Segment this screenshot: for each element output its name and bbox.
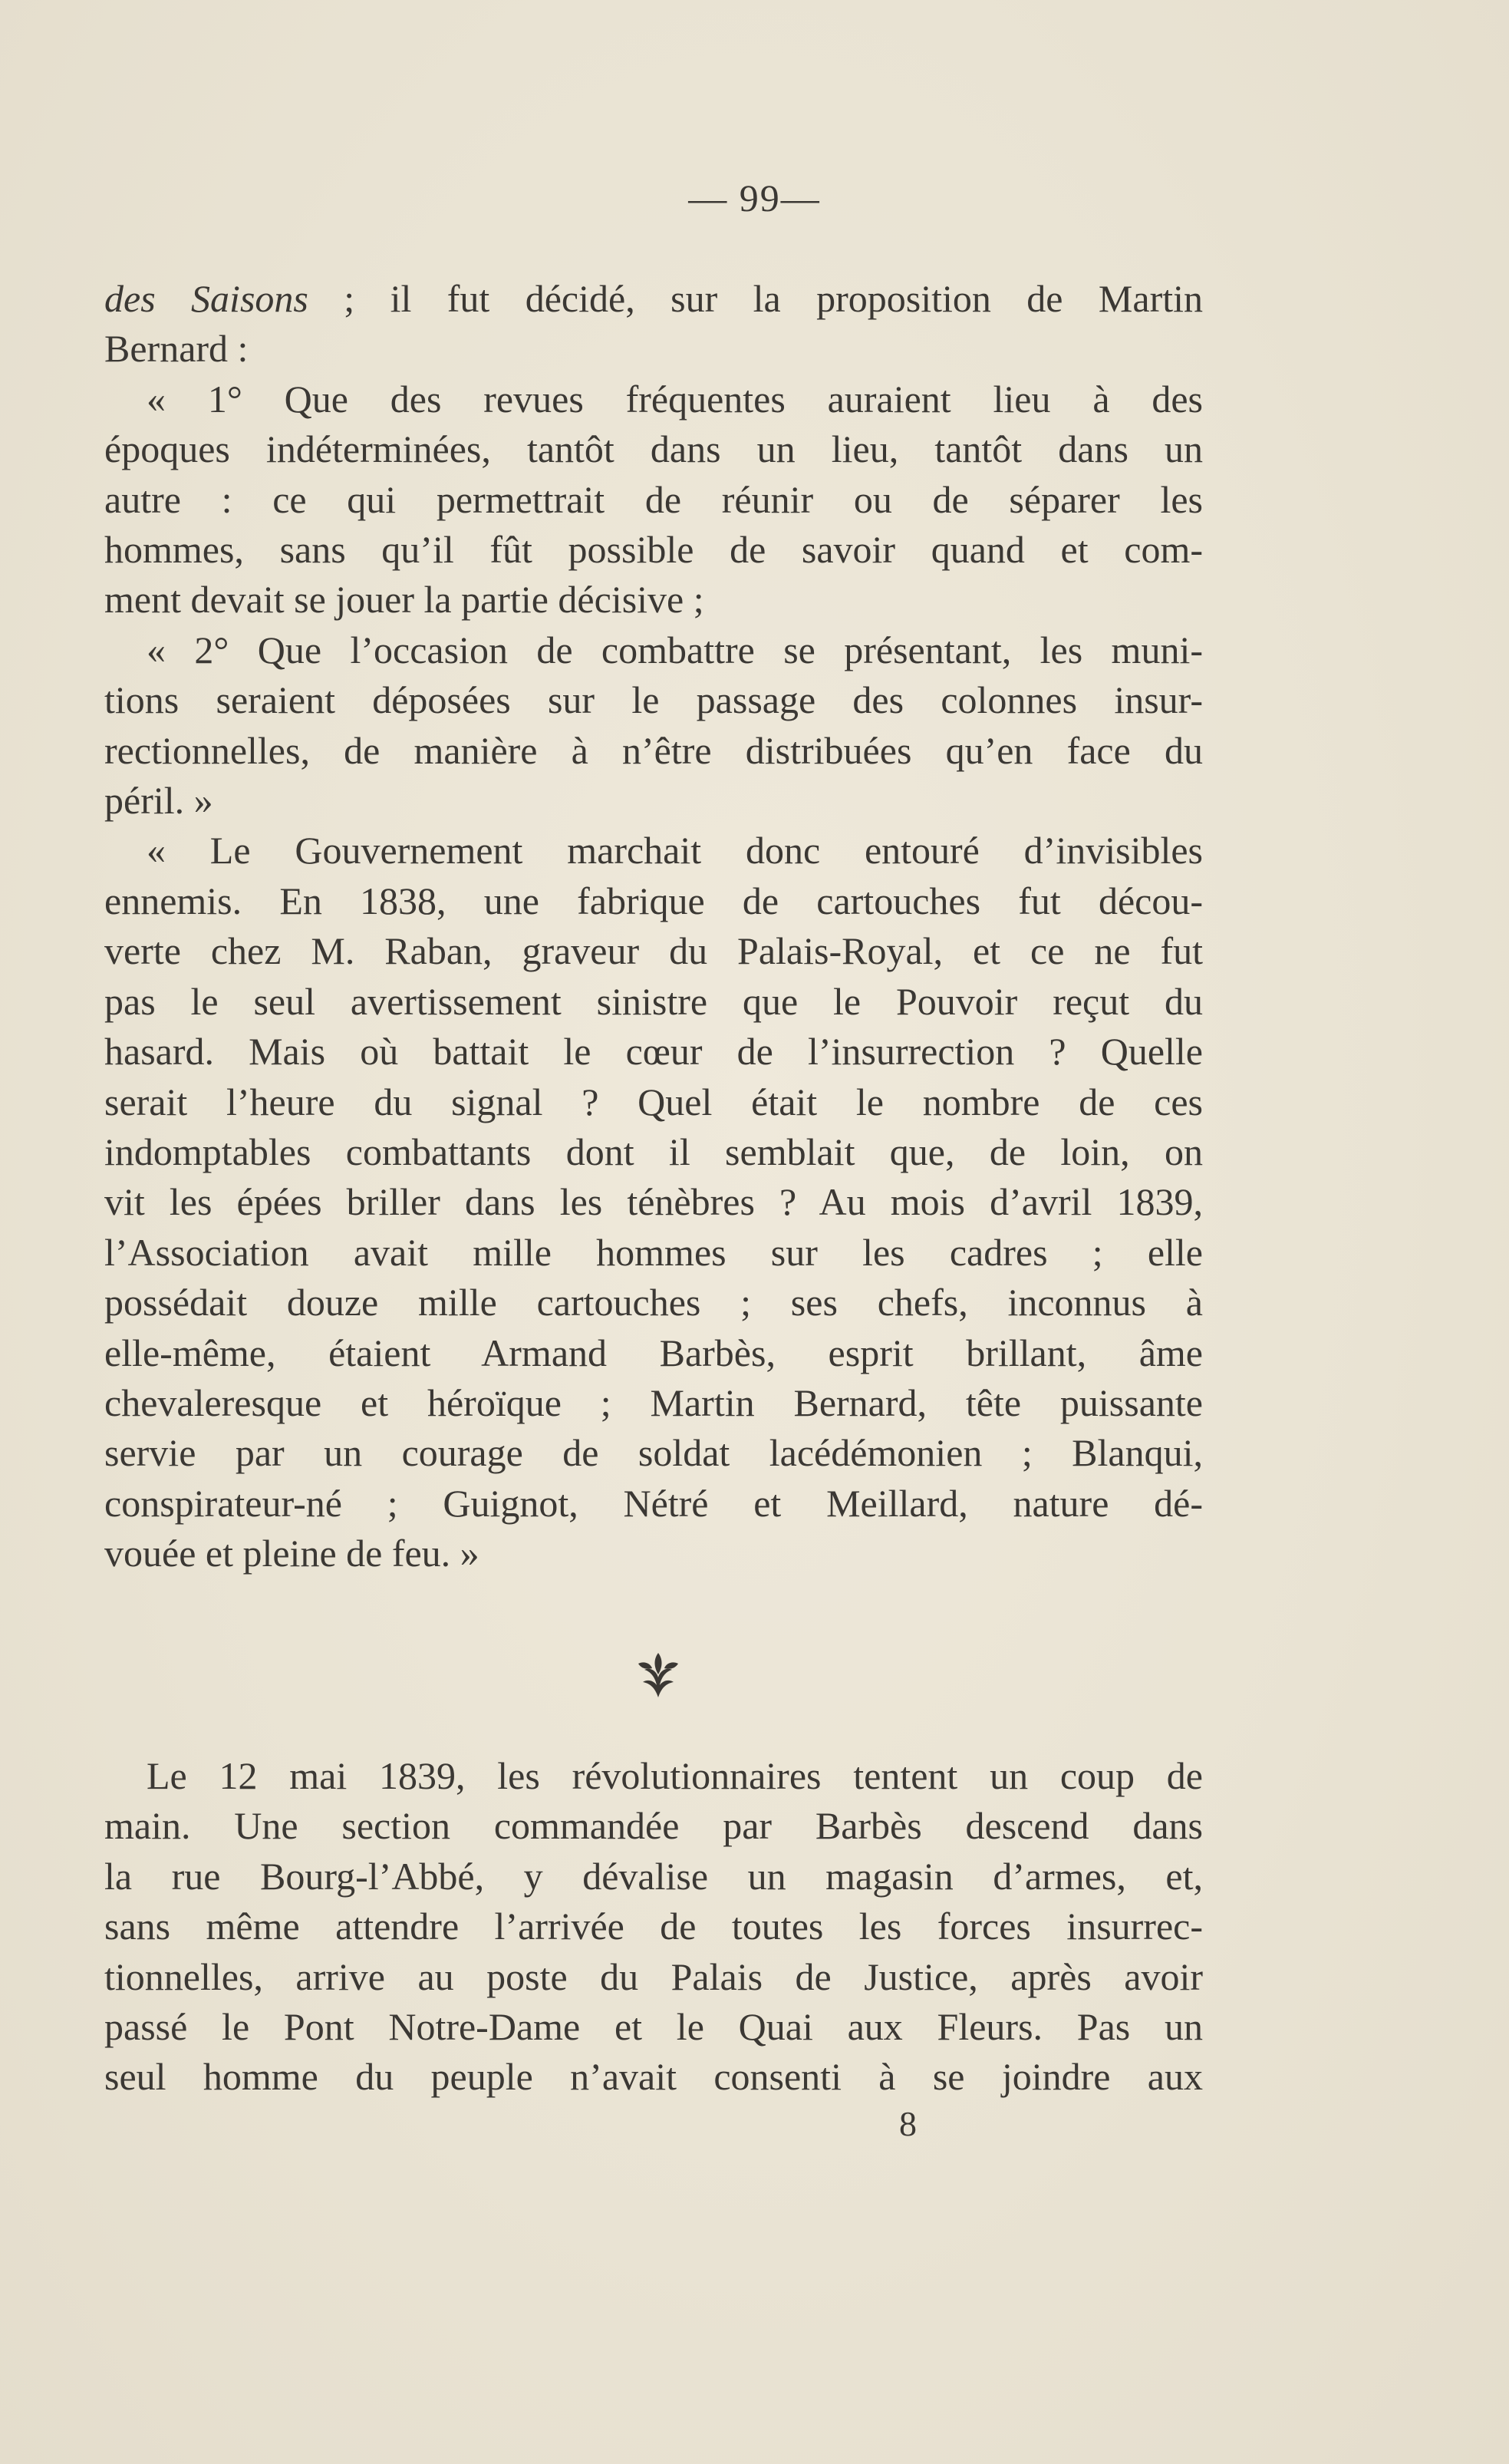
text-line: vouée et pleine de feu. » — [104, 1532, 479, 1575]
text-line: verte chez M. Raban, graveur du Palais-Royal, et ce ne fut — [104, 929, 1203, 973]
text-line: péril. » — [104, 779, 213, 823]
text-line: main. Une section commandée par Barbès descend dans — [104, 1804, 1203, 1848]
text-line: possédait douze mille cartouches ; ses chefs, inconnus à — [104, 1281, 1203, 1324]
text-line: conspirateur-né ; Guignot, Nétré et Meillard, nature dé- — [104, 1481, 1203, 1525]
text-block-bottom — [104, 1751, 1203, 2103]
text-line: vit les épées briller dans les ténèbres ? Au mois d’avril 1839, — [104, 1180, 1203, 1224]
text-line: ennemis. En 1838, une fabrique de cartouches fut décou- — [104, 879, 1203, 922]
text-line: l’Association avait mille hommes sur les cadres ; elle — [104, 1230, 1203, 1274]
text-line: hasard. Mais où battait le cœur de l’insurrection ? Quelle — [104, 1030, 1203, 1074]
text-line: autre : ce qui permettrait de réunir ou de séparer les — [104, 477, 1203, 521]
text-line: pas le seul avertissement sinistre que le Pouvoir reçut du — [104, 979, 1203, 1023]
text-line: chevaleresque et héroïque ; Martin Bernard, tête puissante — [104, 1380, 1203, 1424]
text-line: elle-même, étaient Armand Barbès, esprit brillant, âme — [104, 1331, 1203, 1374]
text-line: serait l’heure du signal ? Quel était le nombre de ces — [104, 1080, 1203, 1123]
text-line: « Le Gouvernement marchait donc entouré d’invisibles — [147, 829, 1203, 872]
text-line: Le 12 mai 1839, les révolutionnaires tentent un coup de — [147, 1754, 1203, 1797]
text-line: la rue Bourg-l’Abbé, y dévalise un magasin d’armes, et, — [104, 1854, 1203, 1898]
text-line: « 1° Que des revues fréquentes auraient lieu à des — [147, 377, 1203, 421]
text-line: servie par un courage de soldat lacédémonien ; Blanqui, — [104, 1431, 1203, 1475]
text-line: « 2° Que l’occasion de combattre se présentant, les muni- — [147, 628, 1203, 671]
text-line: époques indéterminées, tantôt dans un lieu, tantôt dans un — [104, 427, 1203, 471]
text-block-top — [104, 274, 1203, 1579]
text-line: tionnelles, arrive au poste du Palais de Justice, après avoir — [104, 1954, 1203, 1998]
italic-phrase: des Saisons — [104, 277, 308, 320]
text-line: tions seraient déposées sur le passage des colonnes insur- — [104, 678, 1203, 722]
page-number-header: — 99— — [688, 176, 821, 219]
text-line: ment devait se jouer la partie décisive ; — [104, 578, 704, 622]
text-line: hommes, sans qu’il fût possible de savoir quand et com- — [104, 528, 1203, 572]
text-line: Bernard : — [104, 327, 249, 371]
fleuron-icon — [628, 1644, 689, 1705]
text-line: seul homme du peuple n’avait consenti à se joindre aux — [104, 2055, 1203, 2099]
text-line: indomptables combattants dont il semblait que, de loin, on — [104, 1130, 1203, 1173]
text-line: rectionnelles, de manière à n’être distribuées qu’en face du — [104, 728, 1203, 772]
text-line — [104, 274, 1203, 324]
text-line: passé le Pont Notre-Dame et le Quai aux Fleurs. Pas un — [104, 2005, 1203, 2049]
signature-mark: 8 — [899, 2104, 917, 2143]
text-line-rest: ; il fut décidé, sur la proposition de Martin — [308, 277, 1203, 320]
text-line: sans même attendre l’arrivée de toutes les forces insurrec- — [104, 1905, 1203, 1948]
